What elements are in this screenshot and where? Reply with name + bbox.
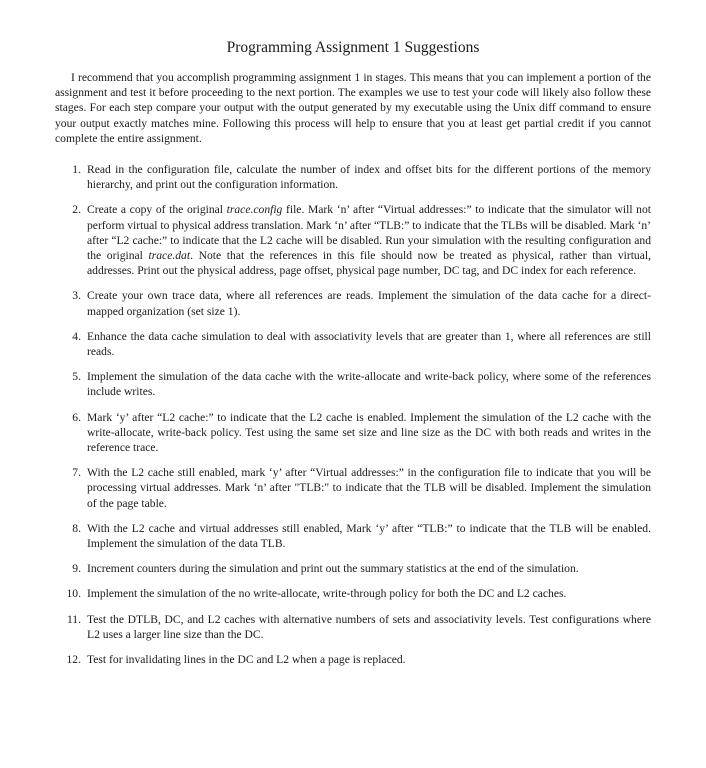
page-title: Programming Assignment 1 Suggestions bbox=[226, 39, 480, 56]
intro-paragraph: I recommend that you accomplish programming assignment 1 in stages. This means that you can implement a portion of the assignment and test it before proceeding to the next portion. The examples we use to test your code will likely also follow these stages. For each step compare your output with the output generated by my executable using the Unix diff command to ensure your output exactly matches mine. Following this process will help to ensure that you at least get partial credit if you cannot complete the entire assignment. bbox=[55, 71, 651, 145]
item-text: Mark ‘y’ after “L2 cache:” to indicate that the L2 cache is enabled. Implement the simulation of the L2 cache with the write-allocate, write-back policy. Test using the same set size and line size as the DC with both reads and writes in the reference trace. bbox=[87, 410, 651, 455]
list-item bbox=[55, 465, 651, 511]
list-item bbox=[55, 612, 651, 642]
list-item bbox=[55, 202, 651, 278]
list-item bbox=[55, 369, 651, 399]
list-item bbox=[55, 162, 651, 192]
item-number: 11. bbox=[66, 612, 81, 626]
item-number: 3. bbox=[72, 289, 81, 303]
item-text: Create your own trace data, where all references are reads. Implement the simulation of the data cache for a direct-mapped organization (set size 1). bbox=[87, 289, 651, 318]
list-item bbox=[55, 652, 651, 667]
item-text: Create a copy of the original trace.config file. Mark ‘n’ after “Virtual addresses:” to indicate that the simulator will not perform virtual to physical address translation. Mark ‘n’ after “TLB:” to indicate that the TLBs will be disabled. Mark ‘n’ after “L2 cache:” to indicate that the L2 cache will be disabled. Run your simulation with the resulting configuration and the original trace.dat. Note that the references in this file should now be treated as physical, rather than virtual, addresses. Print out the physical address, page offset, physical page number, DC tag, and DC index for each reference. bbox=[87, 203, 651, 278]
item-text: Implement the simulation of the no write-allocate, write-through policy for both the DC and L2 caches. bbox=[87, 587, 567, 601]
item-number: 8. bbox=[72, 521, 81, 535]
item-text: Enhance the data cache simulation to deal with associativity levels that are greater than 1, where all references are still reads. bbox=[87, 329, 651, 359]
item-text: Test for invalidating lines in the DC and L2 when a page is replaced. bbox=[87, 653, 406, 667]
item-number: 12. bbox=[66, 653, 81, 667]
item-number: 4. bbox=[72, 329, 81, 343]
list-item bbox=[55, 561, 651, 576]
item-number: 6. bbox=[72, 410, 81, 424]
list-item bbox=[55, 410, 651, 456]
item-number: 5. bbox=[72, 370, 81, 384]
item-number: 2. bbox=[72, 203, 81, 217]
item-text: With the L2 cache and virtual addresses still enabled, Mark ‘y’ after “TLB:” to indicate that the TLB will be enabled. Implement the simulation of the data TLB. bbox=[87, 521, 651, 551]
list-item bbox=[55, 288, 651, 318]
document-page bbox=[55, 38, 651, 677]
list-item bbox=[55, 329, 651, 359]
item-text: Implement the simulation of the data cache with the write-allocate and write-back policy, where some of the references include writes. bbox=[87, 370, 651, 399]
list-item bbox=[55, 586, 651, 601]
item-number: 7. bbox=[72, 466, 81, 480]
item-text: With the L2 cache still enabled, mark ‘y’ after “Virtual addresses:” in the configuration file to indicate that you will be processing virtual addresses. Mark ‘n’ after "TLB:" to indicate that the TLB will be disabled. Implement the simulation of the page table. bbox=[87, 466, 651, 510]
steps-list bbox=[55, 162, 651, 667]
item-number: 10. bbox=[66, 587, 81, 601]
item-number: 1. bbox=[72, 163, 81, 177]
filename-trace-dat: trace.dat bbox=[148, 249, 191, 263]
filename-trace-config: trace.config bbox=[226, 203, 283, 217]
item-number: 9. bbox=[72, 562, 81, 576]
list-item bbox=[55, 521, 651, 551]
item-text: Test the DTLB, DC, and L2 caches with alternative numbers of sets and associativity levels. Test configurations where L2 uses a larger line size than the DC. bbox=[87, 612, 651, 641]
item-text: Increment counters during the simulation and print out the summary statistics at the end of the simulation. bbox=[87, 562, 579, 576]
item-text: Read in the configuration file, calculate the number of index and offset bits for the different portions of the memory hierarchy, and print out the configuration information. bbox=[87, 163, 651, 192]
